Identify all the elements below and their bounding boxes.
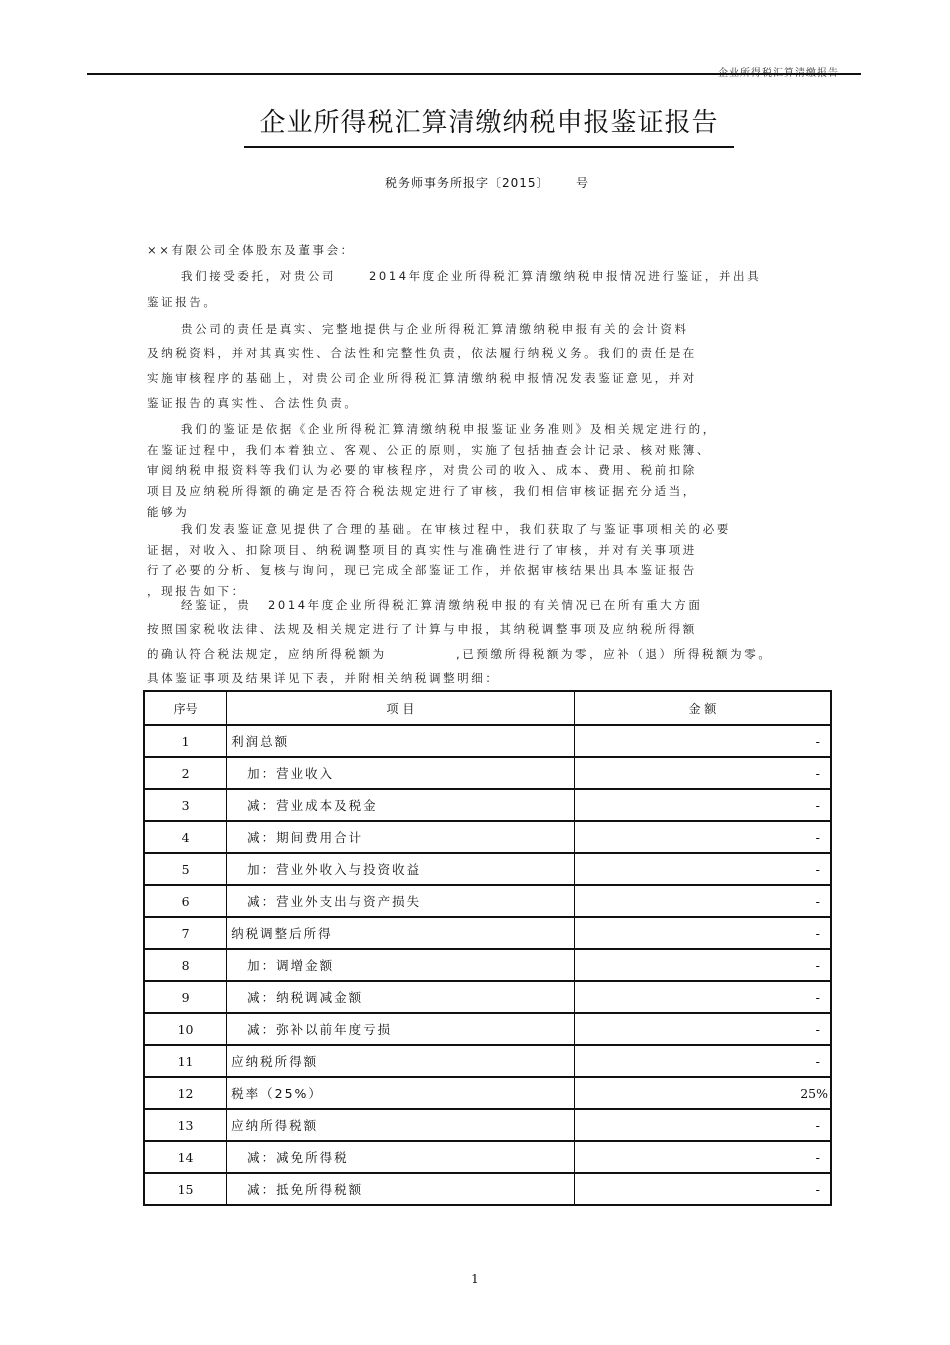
row-amount: -	[574, 789, 831, 821]
p3-line-3: 审阅纳税申报资料等我们认为必要的审核程序，对贵公司的收入、成本、费用、税前扣除	[147, 463, 697, 477]
table-row	[144, 789, 831, 821]
p2-line-1: 贵公司的责任是真实、完整地提供与企业所得税汇算清缴纳税申报有关的会计资料	[181, 322, 689, 336]
row-item: 减：减免所得税	[227, 1141, 575, 1173]
p3-line-4: 项目及应纳税所得额的确定是否符合税法规定进行了审核，我们相信审核证据充分适当，	[147, 484, 697, 498]
table-row	[144, 1045, 831, 1077]
row-item: 加：调增金额	[227, 949, 575, 981]
table-header-row	[144, 691, 831, 725]
row-item: 加：营业外收入与投资收益	[227, 853, 575, 885]
row-amount: -	[574, 1173, 831, 1205]
addressee: ××有限公司全体股东及董事会：	[147, 243, 355, 257]
doc-number-suffix: 号	[576, 176, 589, 190]
row-number: 2	[144, 757, 227, 789]
row-number: 13	[144, 1109, 227, 1141]
p5-line-3-start: 的确认符合税法规定，应纳所得税额为	[147, 647, 387, 661]
p5-line-2: 按照国家税收法律、法规及相关规定进行了计算与申报，其纳税调整事项及应纳税所得额	[147, 622, 697, 636]
col-header-amount: 金 额	[574, 691, 831, 725]
row-number: 15	[144, 1173, 227, 1205]
header-rule	[87, 73, 861, 75]
row-item: 减：抵免所得税额	[227, 1173, 575, 1205]
row-item: 利润总额	[227, 725, 575, 757]
row-number: 5	[144, 853, 227, 885]
row-item: 纳税调整后所得	[227, 917, 575, 949]
row-amount: -	[574, 1013, 831, 1045]
tax-items-table	[143, 690, 832, 1206]
row-number: 9	[144, 981, 227, 1013]
row-amount: -	[574, 917, 831, 949]
p1-start: 我们接受委托，对贵公司	[181, 269, 337, 283]
p2-line-3: 实施审核程序的基础上，对贵公司企业所得税汇算清缴纳税申报情况发表鉴证意见，并对	[147, 371, 697, 385]
row-number: 6	[144, 885, 227, 917]
p5-start: 经鉴证，贵	[181, 598, 252, 612]
header-note: 企业所得税汇算清缴报告	[718, 68, 839, 79]
p5-middle: 2014年度企业所得税汇算清缴纳税申报的有关情况已在所有重大方面	[268, 598, 703, 612]
row-number: 10	[144, 1013, 227, 1045]
row-item: 应纳所得税额	[227, 1109, 575, 1141]
p3-line-2: 在鉴证过程中，我们本着独立、客观、公正的原则，实施了包括抽查会计记录、核对账簿、	[147, 443, 711, 457]
p4-line-1: 我们发表鉴证意见提供了合理的基础。在审核过程中，我们获取了与鉴证事项相关的必要	[181, 522, 731, 536]
row-item: 减：营业成本及税金	[227, 789, 575, 821]
table-row	[144, 885, 831, 917]
table-row	[144, 757, 831, 789]
row-number: 14	[144, 1141, 227, 1173]
table-row	[144, 853, 831, 885]
row-number: 7	[144, 917, 227, 949]
table-row	[144, 1013, 831, 1045]
table-row	[144, 1077, 831, 1109]
row-amount: -	[574, 981, 831, 1013]
table-row	[144, 949, 831, 981]
table-row	[144, 1141, 831, 1173]
row-number: 12	[144, 1077, 227, 1109]
row-amount: -	[574, 821, 831, 853]
p5-line-3-end: ,已预缴所得税额为零，应补（退）所得税额为零。	[456, 647, 773, 661]
p4-line-3: 行了必要的分析、复核与询问，现已完成全部鉴证工作，并依据审核结果出具本鉴证报告	[147, 563, 697, 577]
row-item: 税率（25%）	[227, 1077, 575, 1109]
table-row	[144, 981, 831, 1013]
table-row	[144, 1109, 831, 1141]
row-number: 1	[144, 725, 227, 757]
p1-middle: 2014年度企业所得税汇算清缴纳税申报情况进行鉴证，并出具	[369, 269, 762, 283]
table-row	[144, 917, 831, 949]
p5-line-4: 具体鉴证事项及结果详见下表，并附相关纳税调整明细：	[147, 671, 500, 685]
row-item: 应纳税所得额	[227, 1045, 575, 1077]
p3-line-1: 我们的鉴证是依据《企业所得税汇算清缴纳税申报鉴证业务准则》及相关规定进行的，	[181, 422, 717, 436]
doc-number-prefix: 税务师事务所报字〔2015〕	[385, 176, 550, 190]
row-number: 8	[144, 949, 227, 981]
p2-line-4: 鉴证报告的真实性、合法性负责。	[147, 396, 359, 410]
row-amount: -	[574, 757, 831, 789]
row-item: 减：期间费用合计	[227, 821, 575, 853]
row-item: 减：营业外支出与资产损失	[227, 885, 575, 917]
row-item: 加：营业收入	[227, 757, 575, 789]
row-item: 减：纳税调减金额	[227, 981, 575, 1013]
row-amount: -	[574, 1141, 831, 1173]
row-amount: 25%	[574, 1077, 831, 1109]
row-amount: -	[574, 1045, 831, 1077]
row-amount: -	[574, 949, 831, 981]
row-amount: -	[574, 853, 831, 885]
page-title: 企业所得税汇算清缴纳税申报鉴证报告	[244, 104, 734, 148]
row-number: 3	[144, 789, 227, 821]
row-item: 减：弥补以前年度亏损	[227, 1013, 575, 1045]
col-header-number: 序号	[144, 691, 227, 725]
row-amount: -	[574, 725, 831, 757]
p4-line-2: 证据，对收入、扣除项目、纳税调整项目的真实性与准确性进行了审核，并对有关事项进	[147, 543, 697, 557]
p3-line-5: 能够为	[147, 505, 190, 519]
row-number: 11	[144, 1045, 227, 1077]
p4-line-4: ，现报告如下：	[147, 584, 246, 598]
page-number: 1	[471, 1272, 479, 1286]
row-amount: -	[574, 1109, 831, 1141]
col-header-item: 项 目	[227, 691, 575, 725]
table-row	[144, 1173, 831, 1205]
table-body	[144, 725, 831, 1205]
row-amount: -	[574, 885, 831, 917]
table-row	[144, 821, 831, 853]
p2-line-2: 及纳税资料，并对其真实性、合法性和完整性负责，依法履行纳税义务。我们的责任是在	[147, 346, 697, 360]
p1-end: 鉴证报告。	[147, 295, 218, 309]
table-row	[144, 725, 831, 757]
row-number: 4	[144, 821, 227, 853]
